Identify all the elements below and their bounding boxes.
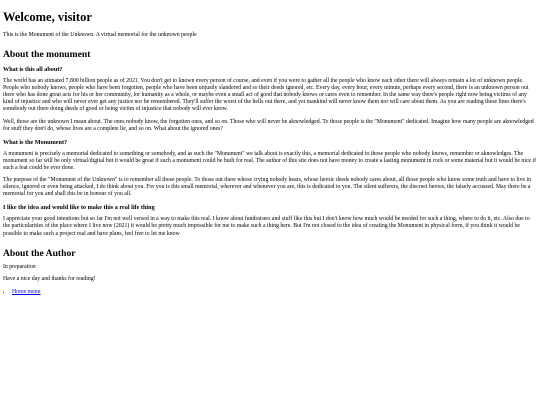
intro-text: This is the Monument of the Unknown. A virtual memorial for the unknown people [3, 32, 197, 38]
question-what-is-monument: What is the Monument? [3, 138, 68, 146]
about-author-heading: About the Author [3, 247, 76, 259]
paragraph-monument-purpose: The purpose of the "Monument of the Unknown" is to remember all those people. To those out there whose crying nobody hears, whose heroic deeds nobody cares about, all those people who know some truth and have to live in silence, ignored or even being attacked, I do think about you. For you is this small memorial, wherever and whenever you are, this is dedicated to you. The silent sufferers, the discreet heroes, the falsely accussed. May there be a memorial for you and shall this be in honour of you all. [3, 177, 532, 198]
paragraph-unknown-ones: Well, those are the unknown I mean about. The ones nobody know, the forgotten ones, and so on. Those who will never be aknowledged. To those people is the "Monument" dedicated. Imagine how many people are aknowledged for stuff they don't do, whose lives are a complete lie, and so on. What about the ignored ones? [3, 118, 534, 132]
question-what-is-this: What is this all about? [3, 66, 63, 74]
home-menu-link[interactable]: Home menu [12, 288, 41, 295]
about-monument-heading: About the monument [3, 49, 91, 61]
page-title: Welcome, visitor [3, 10, 92, 24]
nav-item-home [12, 289, 537, 295]
paragraph-world-population: The world has an stimated 7.800 billion people as of 2021. You don't get to known every person of course, and even if you were to gather all the people who know each other there will always remain a lot of unknown people. People who nobody knows, people who have been forgotten, people who have been unjustly slandered and so their deeds ignored, etc. Every day, every hour, every minute, perhaps every second, there is an unknown person out there who has done great acts for his or her community, for humanity as a whole, or maybe even a small act of good that nobody knows or cares even to remember. In the same way there's people right now being victims of any kind of injustice and who will never ever get any justice nor be remembered. They'll suffer the worst of the hells out there, and yet mankind will never know them nor will care about them. As you are reading these lines there's somebody out there doing deeds of good or being victim of injustice that nobody will ever know. [3, 78, 529, 113]
paragraph-monument-definition: A monument is precisely a memorial dedicated to something or somebody, and as such the "Monument" we talk about is exactly this, a memorial dedicated to those people who nobody knows, remember or aknowledges. The monument so far will be only virtual/digital but it would be great if such a monument could be built for real. The author of this site does not have money to create a lasting monument in rock or some material but it would be nice if such a feat could be ever done. [3, 150, 537, 171]
question-make-real: I like the idea and would like to make this a real life thing [3, 204, 155, 212]
nav-list [3, 289, 537, 295]
closing-text: Have a nice day and thanks for reading! [3, 275, 96, 282]
paragraph-make-real: I appreciate your good intentions but so far I'm not well versed in a way to make this real. I know about fundraisers and stuff like this but I don't know how much would be needed for such a thing, where to do it, etc. Also due to the particularities of the place where I live now (2021) it would be pretty much impossible for me to make such a thing here. But I'm not closed to the idea of creating the Monument in physical form, if you think it would be possible to make such a project real and have plans, feel free to let me know [3, 216, 530, 237]
author-status: In preparation [3, 263, 36, 270]
